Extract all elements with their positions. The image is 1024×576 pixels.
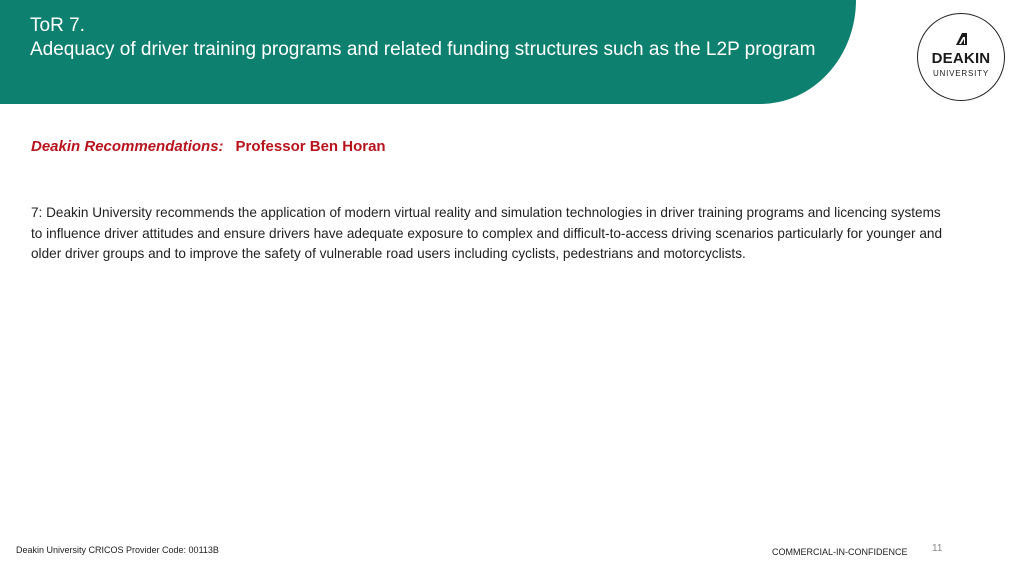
logo-subtitle: UNIVERSITY — [932, 69, 989, 78]
slide-title-topic: Adequacy of driver training programs and related funding structures such as the L2P program — [30, 39, 816, 60]
recommendation-label: Deakin Recommendations: — [31, 138, 224, 155]
recommendation-body: 7: Deakin University recommends the application of modern virtual reality and simulation technologies in driver training programs and licencing systems to influence driver attitudes and ensure drivers have adequate exposure to complex and difficult-to-access driving scenarios particularly for younger and older driver groups and to improve the safety of vulnerable road users including cyclists, pedestrians and motorcyclists. — [31, 205, 943, 261]
slide-title-tor: ToR 7. — [30, 15, 85, 36]
deakin-university-logo — [917, 13, 1005, 101]
footer-confidentiality: COMMERCIAL-IN-CONFIDENCE — [772, 547, 908, 557]
slide-page-number: 11 — [932, 543, 943, 554]
recommendation-heading — [31, 138, 386, 156]
footer-cricos-code: Deakin University CRICOS Provider Code: 00113B — [16, 545, 219, 555]
deakin-crest-icon — [955, 31, 968, 46]
recommendation-person: Professor Ben Horan — [235, 138, 386, 155]
logo-name: DEAKIN — [931, 50, 991, 67]
